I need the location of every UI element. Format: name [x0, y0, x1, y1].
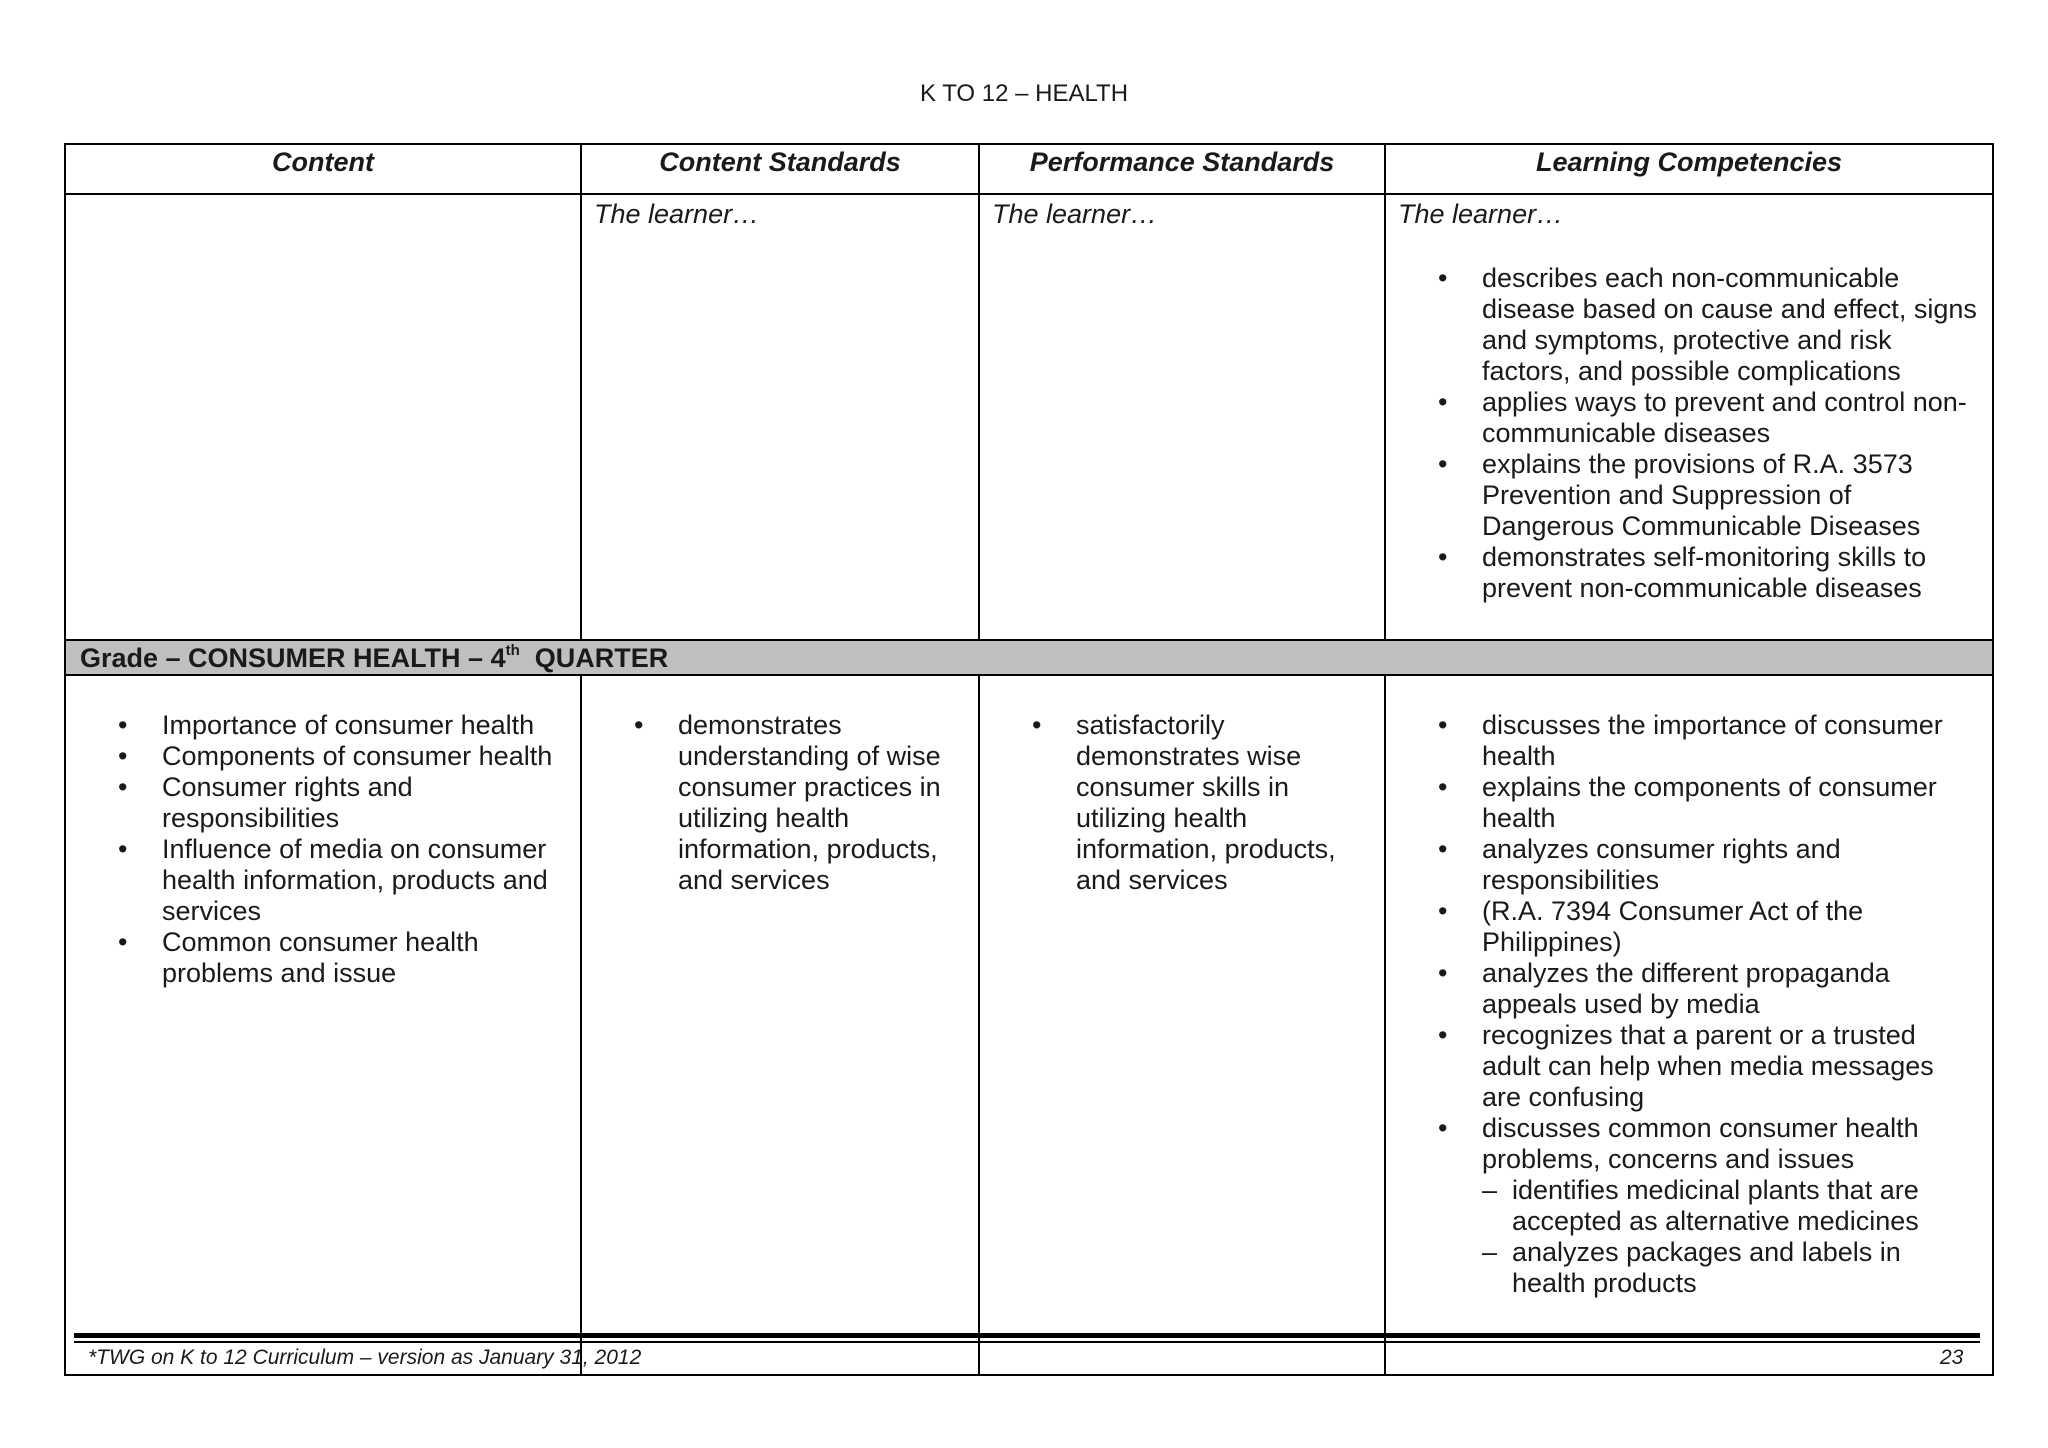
section-heading — [65, 640, 1993, 675]
performance-standards-cell — [979, 194, 1385, 640]
list-item: • discusses common consumer health problems, concerns and issues — [1398, 1113, 1980, 1175]
list-item: • recognizes that a parent or a trusted adult can help when media messages are confusing — [1398, 1020, 1980, 1113]
section-sup: th — [505, 642, 520, 659]
footer-note: *TWG on K to 12 Curriculum – version as January 31, 2012 — [88, 1346, 642, 1369]
list-item: • demonstrates understanding of wise consumer practices in utilizing health information, products, and services — [594, 710, 966, 896]
section-suffix: QUARTER — [519, 643, 669, 673]
footer-rule — [74, 1333, 1980, 1338]
list-item: • explains the provisions of R.A. 3573 Prevention and Suppression of Dangerous Communicable Diseases — [1398, 449, 1980, 542]
list-item: • Components of consumer health — [78, 741, 568, 772]
list-item: • Influence of media on consumer health information, products and services — [78, 834, 568, 927]
page-title: K TO 12 – HEALTH — [919, 80, 1129, 107]
list-item: • analyzes the different propaganda appeals used by media — [1398, 958, 1980, 1020]
content-standards-list — [594, 710, 966, 896]
competencies-cell — [1385, 194, 1993, 640]
content-cell — [65, 194, 581, 640]
list-item: • Common consumer health problems and issue — [78, 927, 568, 989]
sub-competency-list — [1398, 1175, 1980, 1299]
list-item: • Importance of consumer health — [78, 710, 568, 741]
list-item: • analyzes consumer rights and responsibilities — [1398, 834, 1980, 896]
list-item: • satisfactorily demonstrates wise consumer skills in utilizing health information, products, and services — [992, 710, 1372, 896]
list-item: – identifies medicinal plants that are accepted as alternative medicines — [1398, 1175, 1980, 1237]
content-standards-cell — [581, 675, 979, 1375]
performance-standards-cell — [979, 675, 1385, 1375]
competency-list — [1398, 263, 1980, 604]
content-standards-cell — [581, 194, 979, 640]
performance-standards-list — [992, 710, 1372, 896]
list-item: • Consumer rights and responsibilities — [78, 772, 568, 834]
list-item: • (R.A. 7394 Consumer Act of the Philippines) — [1398, 896, 1980, 958]
header-performance-standards: Performance Standards — [979, 144, 1385, 194]
competencies-cell — [1385, 675, 1993, 1375]
footer-rule-thin — [74, 1341, 1980, 1343]
page-number: 23 — [1940, 1346, 1964, 1369]
section-band — [65, 640, 1993, 675]
content-cell — [65, 675, 581, 1375]
list-item: – analyzes packages and labels in health products — [1398, 1237, 1980, 1299]
table-row — [65, 675, 1993, 1375]
header-learning-competencies: Learning Competencies — [1385, 144, 1993, 194]
list-item: • discusses the importance of consumer health — [1398, 710, 1980, 772]
table-row — [65, 194, 1993, 640]
section-prefix: Grade – CONSUMER HEALTH – 4 — [80, 643, 506, 673]
header-row — [65, 144, 1993, 194]
header-content: Content — [65, 144, 581, 194]
list-item: • describes each non-communicable disease based on cause and effect, signs and symptoms, protective and risk factors, and possible complications — [1398, 263, 1980, 387]
competency-list — [1398, 710, 1980, 1175]
learner-intro: The learner… — [1398, 199, 1564, 229]
list-item: • applies ways to prevent and control non-communicable diseases — [1398, 387, 1980, 449]
header-content-standards: Content Standards — [581, 144, 979, 194]
list-item: • demonstrates self-monitoring skills to prevent non-communicable diseases — [1398, 542, 1980, 604]
content-list — [78, 710, 568, 989]
learner-intro: The learner… — [992, 199, 1158, 229]
learner-intro: The learner… — [594, 199, 760, 229]
list-item: • explains the components of consumer health — [1398, 772, 1980, 834]
curriculum-table — [64, 143, 1994, 1376]
